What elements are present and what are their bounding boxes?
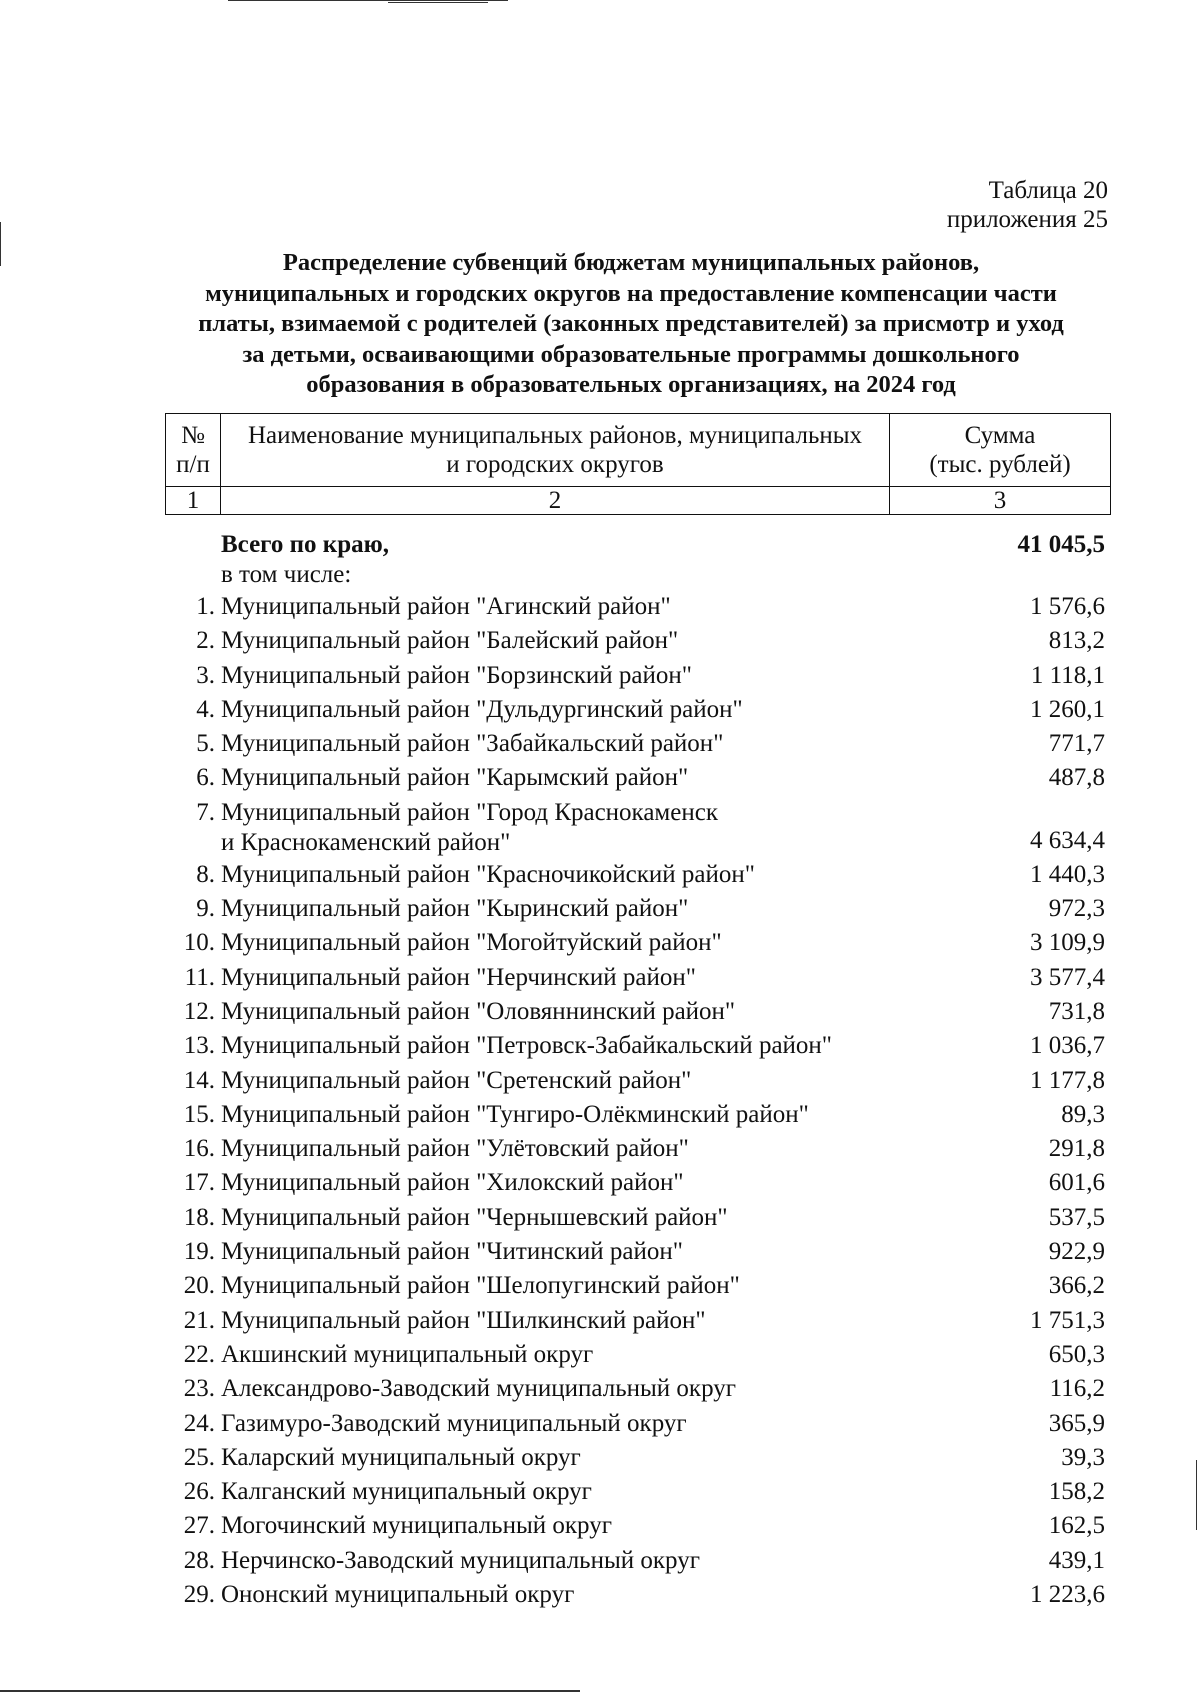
row-name: [221, 1441, 581, 1475]
table-row: [165, 1029, 1111, 1063]
row-name: [221, 798, 718, 858]
table-row: [165, 995, 1111, 1029]
row-number: 13.: [183, 1032, 215, 1060]
row-name-line: Муниципальный район "Тунгиро-Олёкминский район": [221, 1100, 809, 1128]
table-row: [165, 1544, 1111, 1578]
row-name-line: Муниципальный район "Чернышевский район": [221, 1203, 728, 1231]
row-name: [221, 995, 735, 1029]
row-number: 6.: [196, 764, 215, 792]
header-number: [166, 414, 221, 487]
table-row: [165, 727, 1111, 761]
row-name: [221, 1064, 691, 1098]
table-row: [165, 1407, 1111, 1441]
row-name: [221, 1098, 809, 1132]
column-number-2: 2: [221, 487, 890, 515]
table-row: [165, 858, 1111, 892]
row-name: [221, 1166, 684, 1200]
row-name-line: Муниципальный район "Кыринский район": [221, 895, 689, 923]
header-name-line1: Наименование муниципальных районов, муниципальных: [247, 422, 863, 449]
table-row: [165, 1304, 1111, 1338]
header-name: [221, 414, 890, 487]
row-name-line: Муниципальный район "Шелопугинский район": [221, 1272, 740, 1300]
title-line: за детьми, осваивающими образовательные программы дошкольного: [242, 340, 1020, 368]
row-number: 26.: [183, 1478, 215, 1506]
table-row: [165, 1475, 1111, 1509]
row-value: 731,8: [1048, 997, 1105, 1025]
row-number: 7.: [196, 798, 215, 826]
table-row: [165, 1338, 1111, 1372]
row-value: 1 177,8: [1030, 1066, 1105, 1094]
table-row: [165, 693, 1111, 727]
header-sum: [890, 414, 1111, 487]
row-number: 15.: [183, 1100, 215, 1128]
row-value: 39,3: [1061, 1443, 1105, 1471]
row-name: [221, 1509, 612, 1543]
table-row: [165, 624, 1111, 658]
table-row: [165, 1235, 1111, 1269]
document-title: [150, 248, 1112, 401]
table-body: [165, 528, 1111, 1612]
row-name-line: Муниципальный район "Петровск-Забайкальский район": [221, 1032, 832, 1060]
row-value: 922,9: [1048, 1238, 1105, 1266]
row-number: 11.: [184, 963, 215, 991]
scan-artifact-left: [0, 222, 1, 266]
table-row: [165, 1098, 1111, 1132]
table-row: [165, 1441, 1111, 1475]
row-value: 1 260,1: [1030, 695, 1105, 723]
row-name: [221, 659, 692, 693]
row-value: 813,2: [1048, 627, 1105, 655]
row-number: 4.: [196, 695, 215, 723]
row-name-line: Муниципальный район "Улётовский район": [221, 1135, 689, 1163]
row-name: [221, 624, 678, 658]
row-name-line: Александрово-Заводский муниципальный округ: [221, 1375, 736, 1403]
table-row: [165, 590, 1111, 624]
total-value: 41 045,5: [1017, 531, 1105, 558]
row-value: 537,5: [1048, 1203, 1105, 1231]
header-sum-line2: (тыс. рублей): [929, 451, 1071, 478]
table-row: [165, 659, 1111, 693]
row-value: 601,6: [1048, 1169, 1105, 1197]
header-sum-line1: Сумма: [964, 422, 1036, 449]
row-name-line: Муниципальный район "Шилкинский район": [221, 1306, 706, 1334]
title-line: образования в образовательных организациях, на 2024 год: [306, 371, 956, 398]
row-name: [221, 1372, 736, 1406]
row-value: 1 751,3: [1030, 1306, 1105, 1334]
subtotal-label: в том числе:: [221, 561, 352, 588]
row-number: 17.: [183, 1169, 215, 1197]
row-number: 18.: [183, 1203, 215, 1231]
row-name-line: Муниципальный район "Забайкальский район": [221, 730, 724, 758]
row-value: 972,3: [1048, 895, 1105, 923]
row-number: 14.: [183, 1066, 215, 1094]
row-name-line: Акшинский муниципальный округ: [221, 1340, 594, 1368]
row-name: [221, 1269, 740, 1303]
row-name-line: Муниципальный район "Могойтуйский район": [221, 929, 722, 957]
row-number: 19.: [183, 1238, 215, 1266]
row-name-line: Калганский муниципальный округ: [221, 1478, 592, 1506]
row-name: [221, 1235, 683, 1269]
row-name: [221, 961, 696, 995]
title-line: муниципальных и городских округов на предоставление компенсации части: [205, 279, 1057, 307]
row-name-line: Муниципальный район "Балейский район": [221, 627, 679, 655]
row-name-line: и Краснокаменский район": [221, 828, 511, 856]
row-name: [221, 1338, 593, 1372]
row-name: [221, 1578, 574, 1612]
row-value: 650,3: [1048, 1340, 1105, 1368]
caption-line-table: Таблица 20: [988, 177, 1108, 204]
row-name-line: Каларский муниципальный округ: [221, 1443, 581, 1471]
row-value: 3 109,9: [1030, 929, 1105, 957]
caption-line-appendix: приложения 25: [946, 206, 1108, 233]
row-name-line: Муниципальный район "Борзинский район": [221, 661, 692, 689]
row-number: 27.: [183, 1512, 215, 1540]
table-row: [165, 1132, 1111, 1166]
row-number: 9.: [196, 895, 215, 923]
row-value: 1 118,1: [1030, 661, 1105, 689]
table-caption: [947, 176, 1108, 234]
header-number-line1: №: [181, 422, 205, 449]
row-name: [221, 590, 671, 624]
row-name: [221, 892, 688, 926]
row-value: 487,8: [1048, 764, 1105, 792]
table-row: [165, 1201, 1111, 1235]
row-name-line: Газимуро-Заводский муниципальный округ: [221, 1409, 687, 1437]
title-line: Распределение субвенций бюджетам муниципальных районов,: [282, 249, 980, 276]
row-number: 24.: [183, 1409, 215, 1437]
row-value: 291,8: [1048, 1135, 1105, 1163]
row-name-line: Муниципальный район "Читинский район": [221, 1238, 683, 1266]
row-value: 1 576,6: [1030, 593, 1105, 620]
row-number: 23.: [183, 1375, 215, 1403]
row-name-line: Муниципальный район "Дульдургинский район": [221, 695, 743, 723]
row-value: 366,2: [1048, 1272, 1105, 1300]
table-row: [165, 1509, 1111, 1543]
scan-artifact-bottom: [0, 1690, 580, 1692]
row-number: 28.: [183, 1546, 215, 1574]
table-row: [165, 892, 1111, 926]
table-row: [165, 761, 1111, 795]
row-name-line: Муниципальный район "Нерчинский район": [221, 963, 696, 991]
row-number: 5.: [196, 730, 215, 758]
table-row: [165, 1372, 1111, 1406]
table-row: [165, 926, 1111, 960]
row-value: 365,9: [1048, 1409, 1105, 1437]
row-name: [221, 1475, 592, 1509]
row-name: [221, 727, 723, 761]
table-row: [165, 796, 1111, 858]
row-value: 162,5: [1048, 1512, 1105, 1540]
row-name: [221, 1304, 706, 1338]
row-value: 771,7: [1048, 730, 1105, 758]
row-value: 1 223,6: [1030, 1581, 1105, 1609]
table-row: [165, 1578, 1111, 1612]
scan-artifact-right: [1196, 1460, 1197, 1530]
subtotal-label-row: [165, 560, 1111, 590]
table-row: [165, 961, 1111, 995]
row-name: [221, 1544, 700, 1578]
row-name: [221, 1201, 728, 1235]
row-name: [221, 1029, 832, 1063]
row-name: [221, 761, 688, 795]
table-row: [165, 1166, 1111, 1200]
row-name: [221, 1132, 689, 1166]
row-number: 1.: [196, 593, 215, 620]
row-number: 12.: [183, 997, 215, 1025]
row-name: [221, 926, 722, 960]
row-value: 3 577,4: [1030, 963, 1105, 991]
row-number: 21.: [183, 1306, 215, 1334]
row-value: 89,3: [1061, 1100, 1105, 1128]
row-number: 20.: [183, 1272, 215, 1300]
row-value: 158,2: [1048, 1478, 1105, 1506]
table-row: [165, 1064, 1111, 1098]
row-number: 8.: [196, 860, 215, 888]
data-rows: [165, 590, 1111, 1612]
row-number: 2.: [196, 627, 215, 655]
row-name-line: Муниципальный район "Оловяннинский район": [221, 997, 736, 1025]
row-name-line: Нерчинско-Заводский муниципальный округ: [221, 1546, 700, 1574]
row-value: 4 634,4: [1030, 826, 1105, 854]
row-number: 10.: [183, 929, 215, 957]
row-value: 1 036,7: [1030, 1032, 1105, 1060]
row-number: 16.: [183, 1135, 215, 1163]
column-number-1: 1: [166, 487, 221, 515]
total-row: [165, 528, 1111, 560]
row-value: 439,1: [1048, 1546, 1105, 1574]
row-number: 3.: [196, 661, 215, 689]
row-name-line: Муниципальный район "Карымский район": [221, 764, 689, 792]
scan-artifact-top-2: [388, 2, 488, 3]
row-name-line: Муниципальный район "Хилокский район": [221, 1169, 684, 1197]
row-name: [221, 1407, 687, 1441]
row-name: [221, 858, 755, 892]
row-value: 116,2: [1049, 1375, 1105, 1403]
table-header: [165, 413, 1111, 515]
column-number-3: 3: [890, 487, 1111, 515]
title-line: платы, взимаемой с родителей (законных представителей) за присмотр и уход: [198, 310, 1064, 337]
row-value: 1 440,3: [1030, 860, 1105, 888]
row-number: 25.: [183, 1443, 215, 1471]
scan-artifact-top: [228, 0, 508, 1]
row-name-line: Муниципальный район "Красночикойский район": [221, 860, 755, 888]
row-name: [221, 693, 743, 727]
row-name-line: Ононский муниципальный округ: [221, 1581, 575, 1609]
total-label: Всего по краю,: [221, 531, 389, 558]
row-name-line: Могочинский муниципальный округ: [221, 1512, 612, 1540]
table-row: [165, 1269, 1111, 1303]
header-name-line2: и городских округов: [446, 451, 664, 478]
row-name-line: Муниципальный район "Агинский район": [221, 593, 671, 620]
row-number: 22.: [183, 1340, 215, 1368]
row-name-line: Муниципальный район "Город Краснокаменск: [221, 798, 718, 826]
row-name-line: Муниципальный район "Сретенский район": [221, 1066, 692, 1094]
header-number-line2: п/п: [176, 451, 210, 478]
row-number: 29.: [183, 1581, 215, 1609]
